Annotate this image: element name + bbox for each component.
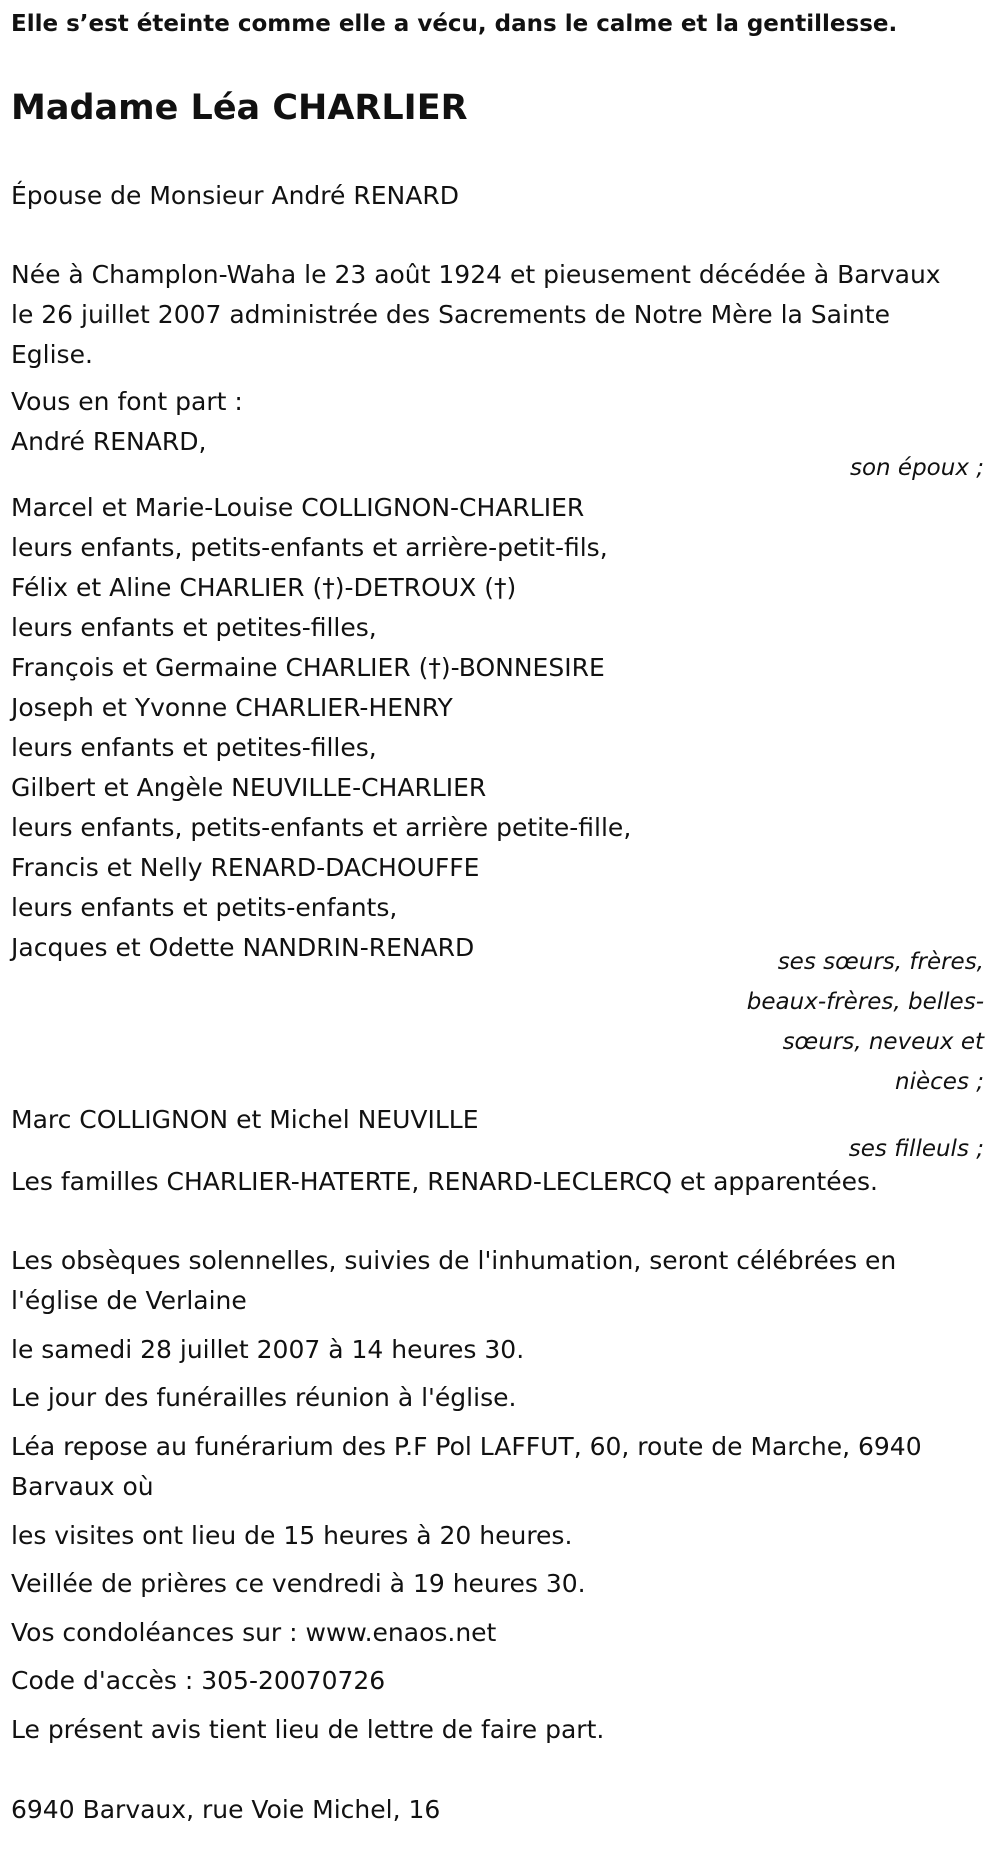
announce-label: Vous en font part : xyxy=(11,387,243,416)
rest-paragraph xyxy=(11,1427,991,1507)
relation-line: beaux-frères, belles- xyxy=(746,989,984,1015)
rest-line: Léa repose au funérarium des P.F Pol LAFFUT, 60, route de Marche, 6940 xyxy=(11,1432,922,1461)
family-list xyxy=(11,488,991,968)
notice-line: Le présent avis tient lieu de lettre de faire part. xyxy=(11,1715,605,1744)
family-line: leurs enfants, petits-enfants et arrière petite-fille, xyxy=(11,813,632,842)
godchildren-relation: ses filleuls ; xyxy=(848,1136,984,1162)
intro-sentence: Elle s’est éteinte comme elle a vécu, dans le calme et la gentillesse. xyxy=(11,11,898,37)
relation-line: nièces ; xyxy=(895,1069,984,1095)
godchildren-names: Marc COLLIGNON et Michel NEUVILLE xyxy=(11,1105,479,1134)
family-line: leurs enfants et petits-enfants, xyxy=(11,893,398,922)
family-line: leurs enfants, petits-enfants et arrière-petit-fils, xyxy=(11,533,608,562)
funeral-line: l'église de Verlaine xyxy=(11,1286,247,1315)
families-line: Les familles CHARLIER-HATERTE, RENARD-LECLERCQ et apparentées. xyxy=(11,1167,878,1196)
siblings-relation xyxy=(747,942,984,1102)
funeral-date: le samedi 28 juillet 2007 à 14 heures 30. xyxy=(11,1335,525,1364)
condolences-line: Vos condoléances sur : www.enaos.net xyxy=(11,1618,497,1647)
birth-line: Eglise. xyxy=(11,340,93,369)
relation-line: sœurs, neveux et xyxy=(782,1029,984,1055)
husband-name: André RENARD, xyxy=(11,427,207,456)
family-line: Joseph et Yvonne CHARLIER-HENRY xyxy=(11,693,453,722)
husband-relation: son époux ; xyxy=(849,455,984,481)
reunion-line: Le jour des funérailles réunion à l'église. xyxy=(11,1383,517,1412)
visits-line: les visites ont lieu de 15 heures à 20 heures. xyxy=(11,1521,573,1550)
family-line: Jacques et Odette NANDRIN-RENARD xyxy=(11,933,475,962)
family-line: leurs enfants et petites-filles, xyxy=(11,733,377,762)
birth-death-paragraph xyxy=(11,255,991,375)
family-line: Félix et Aline CHARLIER (†)-DETROUX (†) xyxy=(11,573,517,602)
family-line: François et Germaine CHARLIER (†)-BONNESIRE xyxy=(11,653,605,682)
rest-line: Barvaux où xyxy=(11,1472,154,1501)
family-line: leurs enfants et petites-filles, xyxy=(11,613,377,642)
access-code-line: Code d'accès : 305-20070726 xyxy=(11,1666,386,1695)
funeral-paragraph xyxy=(11,1241,991,1321)
address-line: 6940 Barvaux, rue Voie Michel, 16 xyxy=(11,1795,441,1824)
family-line: Gilbert et Angèle NEUVILLE-CHARLIER xyxy=(11,773,487,802)
relation-line: ses sœurs, frères, xyxy=(777,949,984,975)
vigil-line: Veillée de prières ce vendredi à 19 heures 30. xyxy=(11,1569,586,1598)
birth-line: Née à Champlon-Waha le 23 août 1924 et pieusement décédée à Barvaux xyxy=(11,260,941,289)
family-line: Francis et Nelly RENARD-DACHOUFFE xyxy=(11,853,480,882)
funeral-line: Les obsèques solennelles, suivies de l'inhumation, seront célébrées en xyxy=(11,1246,897,1275)
deceased-name: Madame Léa CHARLIER xyxy=(11,88,468,128)
family-line: Marcel et Marie-Louise COLLIGNON-CHARLIER xyxy=(11,493,585,522)
spouse-line: Épouse de Monsieur André RENARD xyxy=(11,181,459,210)
birth-line: le 26 juillet 2007 administrée des Sacrements de Notre Mère la Sainte xyxy=(11,300,890,329)
